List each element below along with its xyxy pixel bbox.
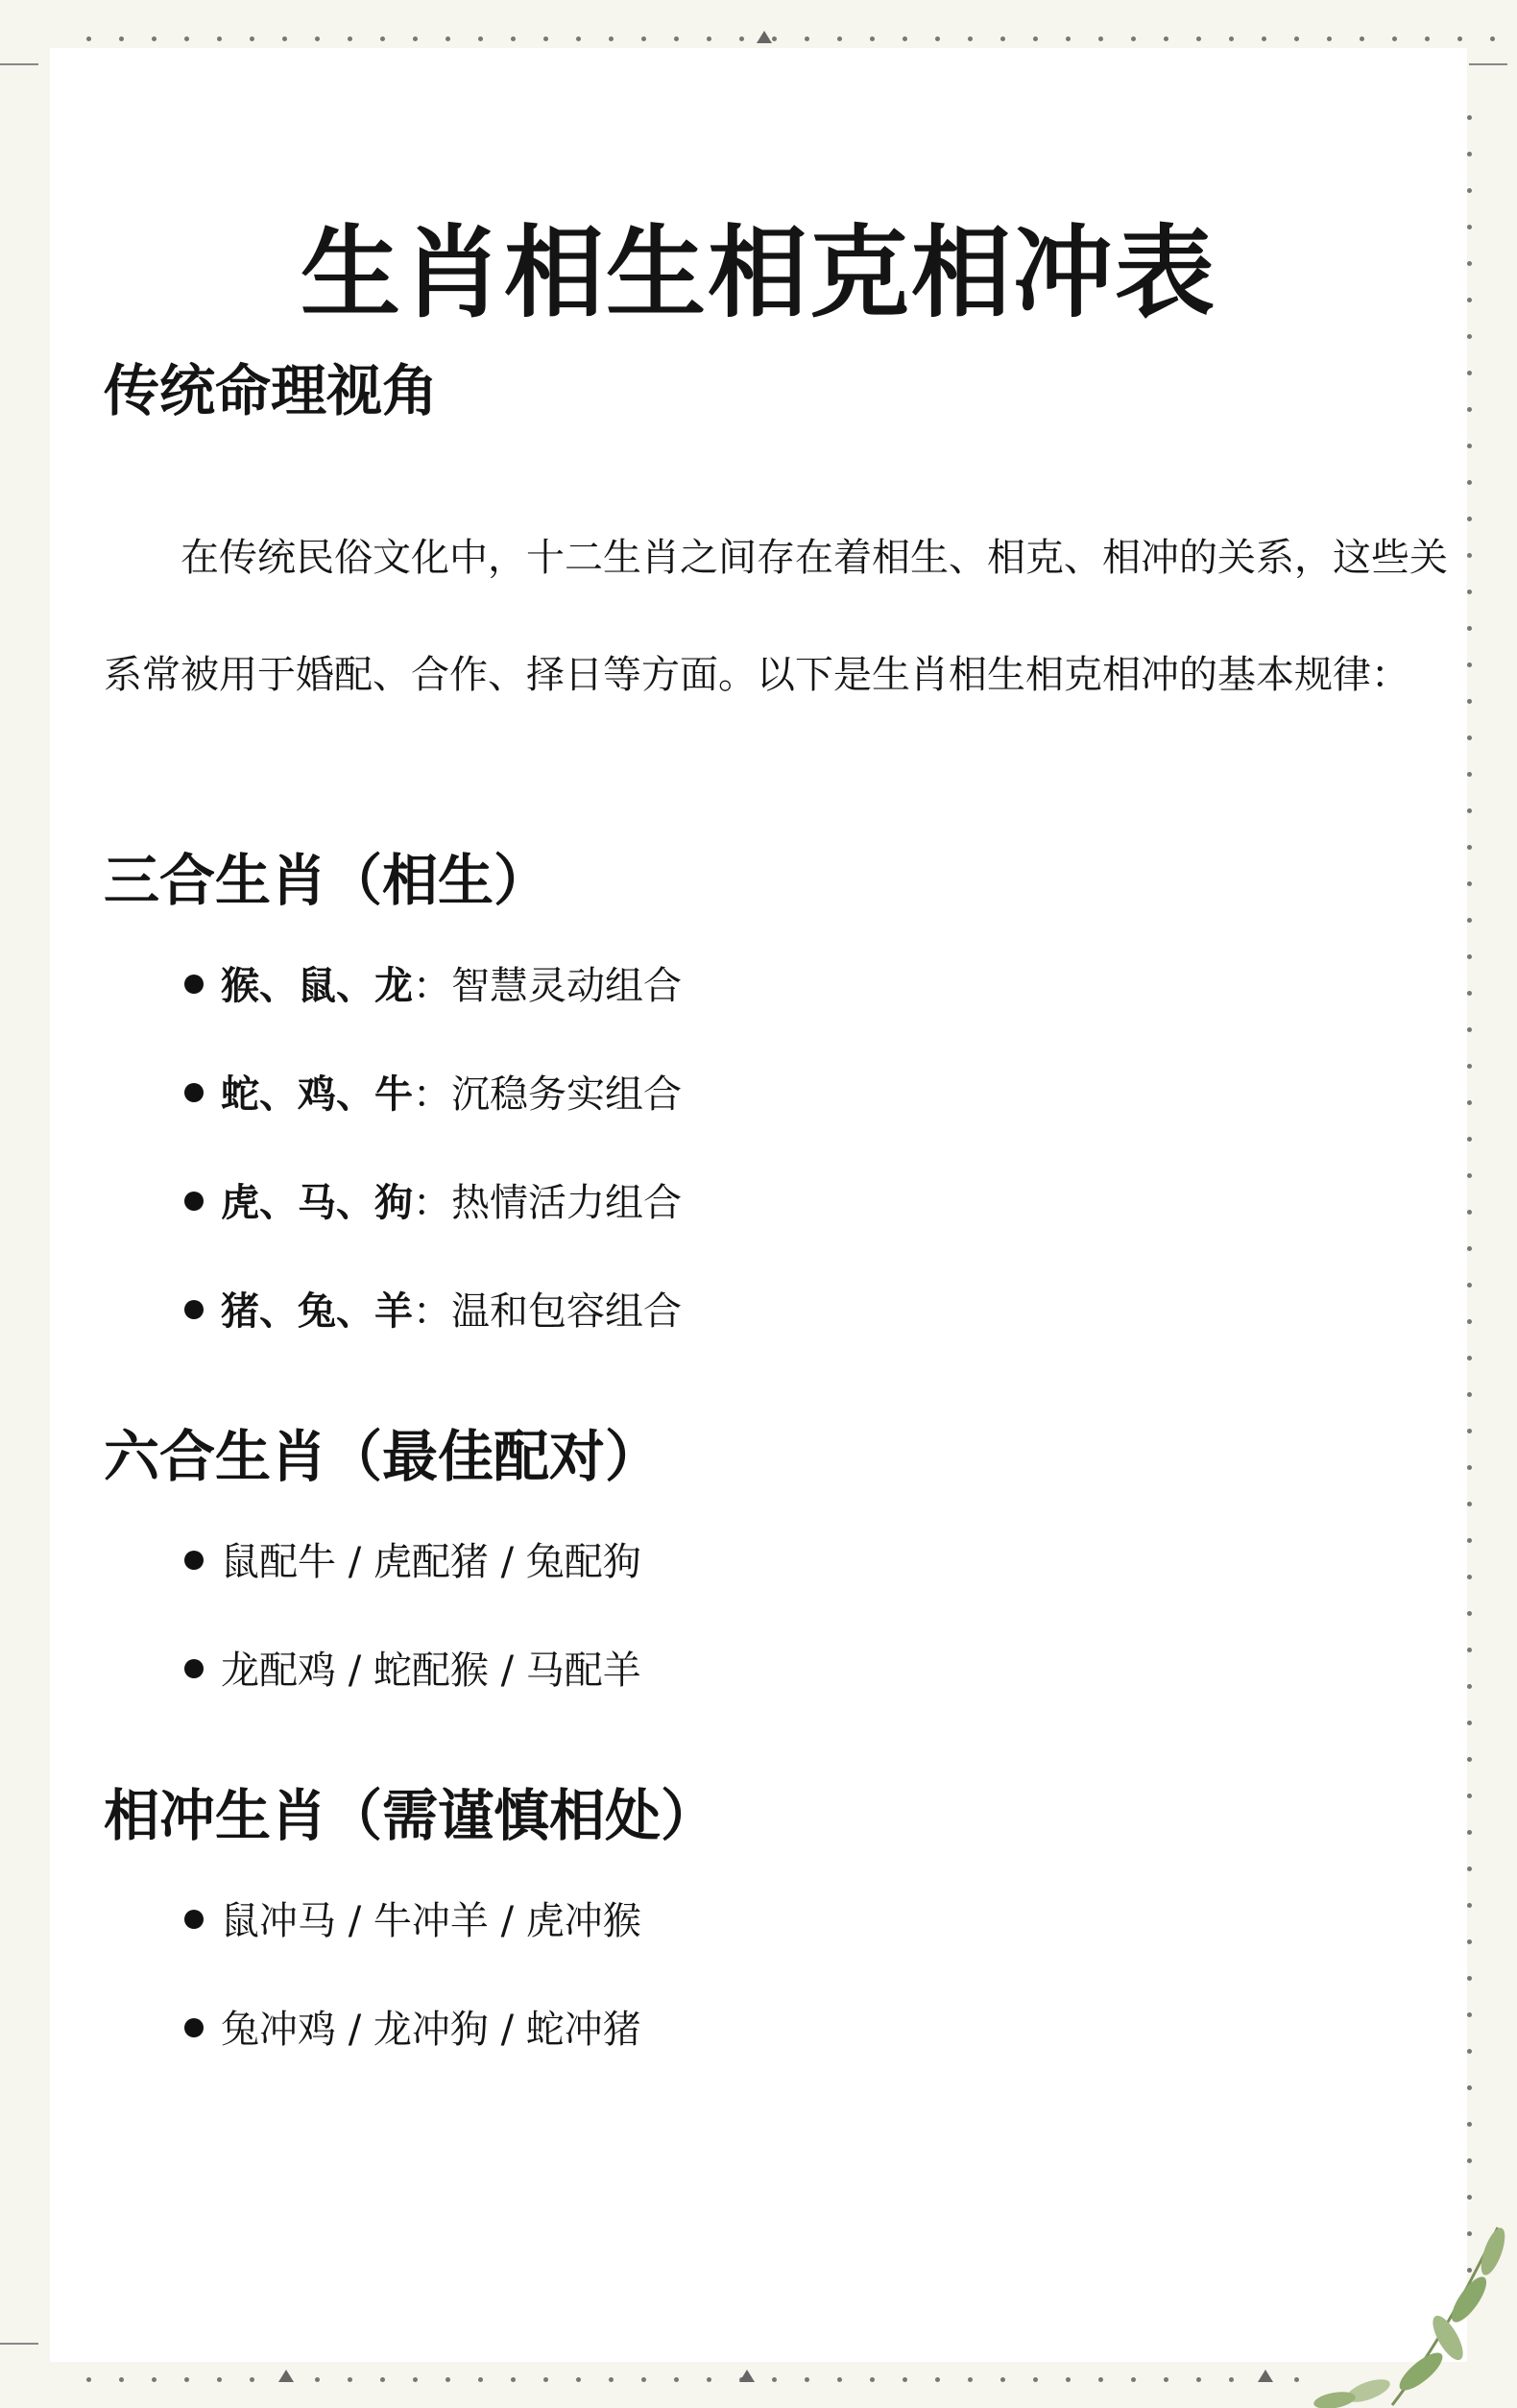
border-dot: [315, 2377, 320, 2382]
border-dot: [1467, 152, 1472, 157]
border-dot: [1467, 626, 1472, 631]
border-dot: [1327, 36, 1332, 41]
border-dot: [1467, 2085, 1472, 2090]
border-dot: [152, 2377, 157, 2382]
border-dot: [413, 2377, 418, 2382]
list-item: [184, 1172, 682, 1227]
heading-xiangchong: 相冲生肖（需谨慎相处）: [104, 1783, 717, 1848]
border-dot: [1467, 1100, 1472, 1105]
border-dot: [1467, 1210, 1472, 1215]
border-dot: [1467, 991, 1472, 996]
border-triangle: [278, 2370, 294, 2382]
border-dot: [1392, 36, 1397, 41]
border-triangle: [739, 2370, 755, 2382]
border-dot: [641, 2377, 646, 2382]
border-dot: [380, 2377, 385, 2382]
border-dot: [609, 2377, 614, 2382]
border-dot: [968, 36, 973, 41]
border-dot: [1164, 2377, 1168, 2382]
border-dot: [1262, 36, 1266, 41]
border-dot: [1467, 371, 1472, 375]
group-desc: ：沉稳务实组合: [413, 1072, 682, 1117]
border-dot: [1467, 1794, 1472, 1798]
border-dot: [1467, 517, 1472, 521]
border-dot: [1467, 590, 1472, 594]
border-dot: [119, 36, 124, 41]
border-dot: [1467, 553, 1472, 558]
border-dot: [805, 36, 809, 41]
border-dot: [1490, 36, 1495, 41]
border-dot: [511, 36, 516, 41]
animal-group: 猴、鼠、龙: [221, 964, 413, 1008]
border-dot: [1467, 1939, 1472, 1944]
list-item: [184, 1999, 641, 2054]
border-dot: [348, 36, 352, 41]
group-desc: ：热情活力组合: [413, 1181, 682, 1225]
border-dot: [870, 2377, 875, 2382]
border-dot: [1467, 2195, 1472, 2200]
border-dot: [1467, 1246, 1472, 1251]
border-dot: [935, 2377, 940, 2382]
border-dot: [1467, 1648, 1472, 1652]
border-dot: [968, 2377, 973, 2382]
border-dot: [1467, 1392, 1472, 1397]
border-dot: [707, 36, 711, 41]
border-dot: [707, 2377, 711, 2382]
list-item: [184, 1281, 682, 1336]
heading-liuhe: 六合生肖（最佳配对）: [104, 1424, 662, 1489]
border-dot: [1467, 261, 1472, 266]
border-dot: [1467, 480, 1472, 485]
border-dot: [1467, 1429, 1472, 1433]
border-dot: [1467, 735, 1472, 740]
bullet-icon: [184, 1910, 204, 1929]
border-dot: [1467, 662, 1472, 667]
border-dot: [1467, 2012, 1472, 2017]
border-dot: [1467, 2049, 1472, 2054]
border-dot: [1000, 2377, 1005, 2382]
border-dot: [1294, 36, 1299, 41]
list-item: [184, 1064, 682, 1119]
border-dot: [413, 36, 418, 41]
border-dot: [250, 36, 254, 41]
border-dot: [1467, 1173, 1472, 1178]
border-dot: [1467, 1027, 1472, 1032]
border-dot: [1467, 918, 1472, 923]
page-title: 生肖相生相克相冲表: [300, 214, 1216, 331]
border-dot: [1467, 1319, 1472, 1324]
border-dot: [1467, 2122, 1472, 2127]
top-border-decoration: [0, 29, 1517, 48]
list-item: [184, 955, 682, 1010]
border-dot: [1467, 225, 1472, 229]
pairing-text: 龙配鸡 / 蛇配猴 / 马配羊: [221, 1649, 641, 1693]
border-dot: [1467, 444, 1472, 448]
clash-text: 鼠冲马 / 牛冲羊 / 虎冲猴: [221, 1899, 641, 1943]
border-triangle: [757, 31, 772, 43]
border-dot: [1000, 36, 1005, 41]
border-triangle: [1258, 2370, 1273, 2382]
bullet-icon: [184, 1083, 204, 1102]
border-dot: [576, 36, 581, 41]
border-dot: [1467, 1575, 1472, 1579]
border-dot: [1066, 2377, 1071, 2382]
border-dot: [1467, 1976, 1472, 1981]
border-dot: [445, 2377, 450, 2382]
border-dot: [1131, 2377, 1136, 2382]
document-page: [50, 48, 1467, 2362]
bullet-icon: [184, 1192, 204, 1211]
border-dot: [837, 36, 842, 41]
border-dot: [1467, 1465, 1472, 1470]
border-dot: [935, 36, 940, 41]
border-dot: [217, 2377, 222, 2382]
border-dot: [1098, 2377, 1103, 2382]
border-dot: [1196, 2377, 1201, 2382]
border-dot: [641, 36, 646, 41]
border-dot: [1467, 845, 1472, 850]
corner-line: [0, 63, 38, 65]
leaf-decoration-icon: [1277, 2208, 1517, 2408]
border-dot: [152, 36, 157, 41]
border-dot: [1467, 334, 1472, 339]
group-desc: ：智慧灵动组合: [413, 964, 682, 1008]
heading-sanhe: 三合生肖（相生）: [104, 848, 550, 913]
list-item: [184, 1640, 641, 1695]
border-dot: [445, 36, 450, 41]
border-dot: [1467, 1903, 1472, 1908]
border-dot: [1467, 188, 1472, 193]
border-dot: [1467, 298, 1472, 302]
border-dot: [380, 36, 385, 41]
border-dot: [1467, 1356, 1472, 1361]
border-dot: [1164, 36, 1168, 41]
border-dot: [1467, 407, 1472, 412]
border-dot: [1229, 2377, 1234, 2382]
border-dot: [348, 2377, 352, 2382]
border-dot: [511, 2377, 516, 2382]
corner-line: [0, 2343, 38, 2345]
border-dot: [1467, 1502, 1472, 1506]
border-dot: [772, 36, 777, 41]
intro-paragraph: 在传统民俗文化中，十二生肖之间存在着相生、相克、相冲的关系，这些关系常被用于婚配、合作、择日等方面。以下是生肖相生相克相冲的基本规律：: [104, 536, 1448, 697]
animal-group: 蛇、鸡、牛: [221, 1072, 413, 1117]
border-dot: [576, 2377, 581, 2382]
border-dot: [1467, 1721, 1472, 1725]
bullet-icon: [184, 1300, 204, 1319]
border-dot: [250, 2377, 254, 2382]
border-dot: [674, 36, 679, 41]
border-dot: [315, 36, 320, 41]
border-dot: [1467, 881, 1472, 886]
border-dot: [1033, 36, 1038, 41]
heading-traditional: 传统命理视角: [104, 358, 439, 423]
animal-group: 虎、马、狗: [221, 1181, 413, 1225]
bullet-icon: [184, 2018, 204, 2037]
border-dot: [903, 2377, 907, 2382]
border-dot: [1467, 1137, 1472, 1142]
border-dot: [1467, 1283, 1472, 1288]
border-dot: [1467, 2158, 1472, 2163]
border-dot: [1196, 36, 1201, 41]
pairing-text: 鼠配牛 / 虎配猪 / 兔配狗: [221, 1540, 641, 1584]
bullet-icon: [184, 975, 204, 994]
border-dot: [1131, 36, 1136, 41]
border-dot: [837, 2377, 842, 2382]
border-dot: [1467, 699, 1472, 704]
border-dot: [86, 2377, 91, 2382]
border-dot: [543, 36, 548, 41]
border-dot: [1467, 1757, 1472, 1762]
border-dot: [478, 36, 483, 41]
border-dot: [543, 2377, 548, 2382]
border-dot: [217, 36, 222, 41]
border-dot: [1467, 1064, 1472, 1069]
border-dot: [1098, 36, 1103, 41]
border-dot: [1467, 115, 1472, 120]
border-dot: [1467, 1866, 1472, 1871]
border-dot: [739, 36, 744, 41]
border-dot: [674, 2377, 679, 2382]
border-dot: [1066, 36, 1071, 41]
border-dot: [772, 2377, 777, 2382]
corner-line: [1469, 63, 1507, 65]
border-dot: [870, 36, 875, 41]
clash-text: 兔冲鸡 / 龙冲狗 / 蛇冲猪: [221, 2008, 641, 2052]
border-dot: [86, 36, 91, 41]
bullet-icon: [184, 1551, 204, 1570]
border-dot: [1360, 36, 1364, 41]
border-dot: [1467, 954, 1472, 959]
border-dot: [1229, 36, 1234, 41]
animal-group: 猪、兔、羊: [221, 1289, 413, 1334]
list-item: [184, 1531, 641, 1586]
border-dot: [609, 36, 614, 41]
border-dot: [1467, 1830, 1472, 1835]
border-dot: [1033, 2377, 1038, 2382]
border-dot: [119, 2377, 124, 2382]
border-dot: [805, 2377, 809, 2382]
border-dot: [184, 36, 189, 41]
border-dot: [282, 36, 287, 41]
border-dot: [903, 36, 907, 41]
group-desc: ：温和包容组合: [413, 1289, 682, 1334]
border-dot: [1467, 808, 1472, 813]
border-dot: [1467, 1611, 1472, 1616]
border-dot: [184, 2377, 189, 2382]
list-item: [184, 1890, 641, 1945]
border-dot: [1425, 36, 1430, 41]
border-dot: [1467, 772, 1472, 777]
border-dot: [478, 2377, 483, 2382]
bullet-icon: [184, 1659, 204, 1678]
border-dot: [1467, 1684, 1472, 1689]
border-dot: [1467, 1538, 1472, 1543]
